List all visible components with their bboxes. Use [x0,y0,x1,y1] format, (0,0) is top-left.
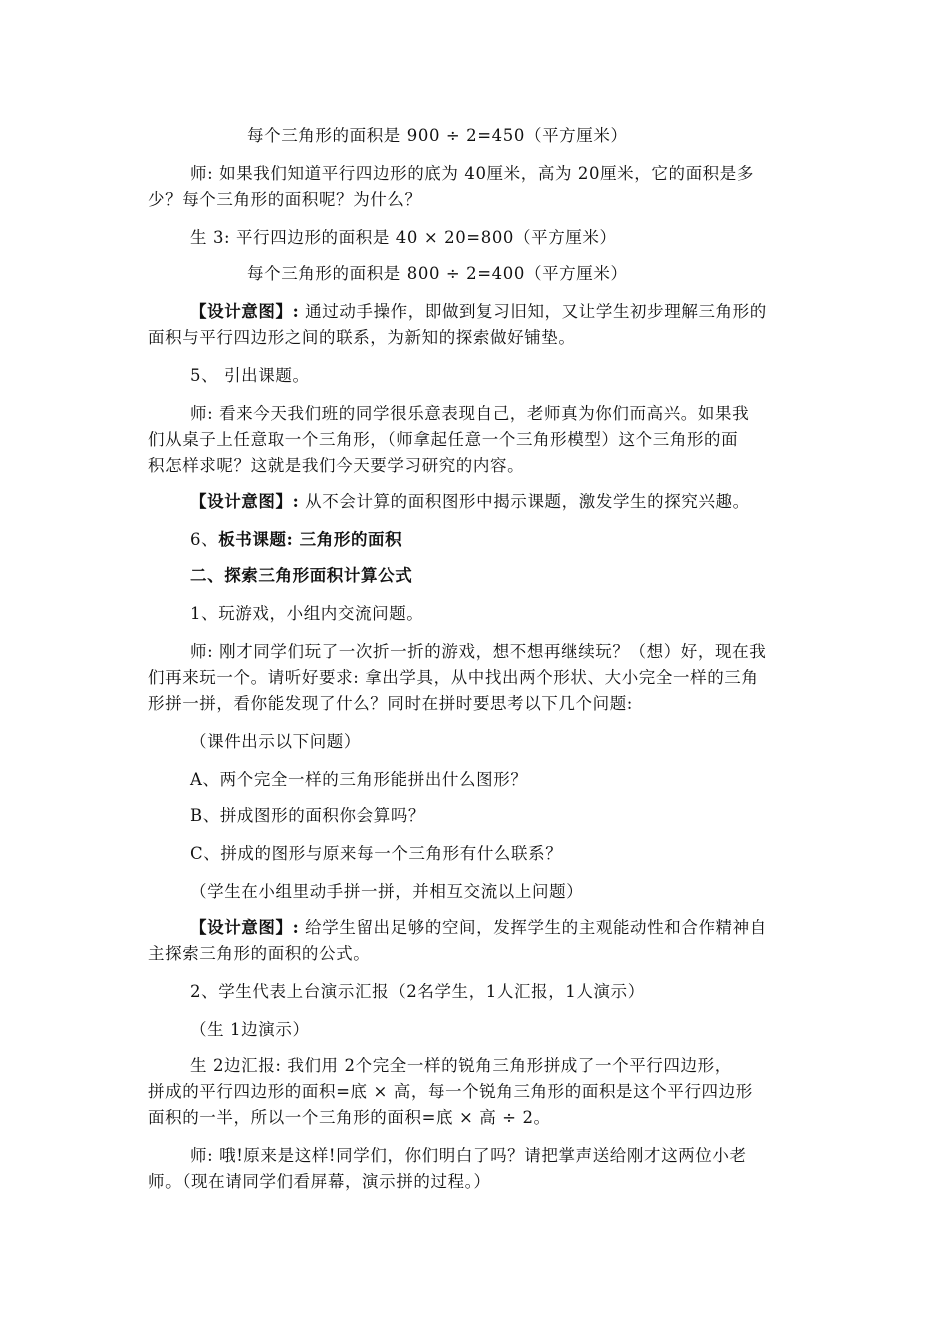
design-intent-label: 【设计意图】: [190,492,300,511]
step-6-title: 板书课题: 三角形的面积 [218,530,403,549]
step-6-heading [190,529,402,551]
teacher-intro-line-1: 师: 看来今天我们班的同学很乐意表现自己，老师真为你们而高兴。如果我 [190,404,750,423]
student-group-note: （学生在小组里动手拼一拼，并相互交流以上问题） [190,882,584,901]
design-intent-1-line-1 [190,301,767,323]
design-intent-3-line-2: 主探索三角形的面积的公式。 [148,944,371,963]
student2-report-line-3: 面积的一半，所以一个三角形的面积=底 × 高 ÷ 2。 [148,1108,551,1127]
design-intent-3-line-1 [190,917,767,939]
design-intent-label: 【设计意图】: [190,918,300,937]
question-b: B、拼成图形的面积你会算吗？ [190,806,426,825]
teacher-closing-line-1: 师: 哦!原来是这样!同学们，你们明白了吗？请把掌声送给刚才这两位小老 [190,1146,747,1165]
calc-line-triangle-area-450: 每个三角形的面积是 900 ÷ 2=450（平方厘米） [247,126,628,145]
design-intent-text: 通过动手操作，即做到复习旧知，又让学生初步理解三角形的 [299,302,767,321]
design-intent-1-line-2: 面积与平行四边形之间的联系，为新知的探索做好铺垫。 [148,328,576,347]
design-intent-label: 【设计意图】: [190,302,300,321]
teacher-closing-line-2: 师。（现在请同学们看屏幕，演示拼的过程。） [148,1172,491,1191]
question-c: C、拼成的图形与原来每一个三角形有什么联系？ [190,844,563,863]
sub-step-1-heading: 1、玩游戏，小组内交流问题。 [190,604,424,623]
teacher-question-line-2: 少？每个三角形的面积呢？为什么？ [148,190,422,209]
student2-report-line-2: 拼成的平行四边形的面积=底 × 高，每一个锐角三角形的面积是这个平行四边形 [148,1082,753,1101]
teacher-game-line-2: 们再来玩一个。请听好要求: 拿出学具，从中找出两个形状、大小完全一样的三角 [148,668,759,687]
design-intent-2-line [190,491,750,513]
teacher-intro-line-3: 积怎样求呢？这就是我们今天要学习研究的内容。 [148,456,525,475]
courseware-note: （课件出示以下问题） [190,732,361,751]
teacher-intro-line-2: 们从桌子上任意取一个三角形，（师拿起任意一个三角形模型）这个三角形的面 [148,430,739,449]
student1-demo-note: （生 1边演示） [190,1020,310,1039]
section-two-heading: 二、探索三角形面积计算公式 [190,566,413,585]
student3-answer-line: 生 3: 平行四边形的面积是 40 × 20=800（平方厘米） [190,228,617,247]
calc-line-triangle-area-400: 每个三角形的面积是 800 ÷ 2=400（平方厘米） [247,264,628,283]
student2-report-line-1: 生 2边汇报: 我们用 2个完全一样的锐角三角形拼成了一个平行四边形， [190,1056,732,1075]
sub-step-2-heading: 2、学生代表上台演示汇报（2名学生，1人汇报，1人演示） [190,982,645,1001]
teacher-question-line-1: 师: 如果我们知道平行四边形的底为 40厘米，高为 20厘米，它的面积是多 [190,164,754,183]
question-a: A、两个完全一样的三角形能拼出什么图形？ [190,770,528,789]
design-intent-text: 从不会计算的面积图形中揭示课题，激发学生的探究兴趣。 [299,492,750,511]
step-5-heading: 5、 引出课题。 [190,366,310,385]
step-6-number: 6、 [190,530,219,549]
teacher-game-line-1: 师: 刚才同学们玩了一次折一折的游戏，想不想再继续玩？（想）好，现在我 [190,642,767,661]
design-intent-text: 给学生留出足够的空间，发挥学生的主观能动性和合作精神自 [299,918,767,937]
teacher-game-line-3: 形拼一拼，看你能发现了什么？同时在拼时要思考以下几个问题: [148,694,633,713]
